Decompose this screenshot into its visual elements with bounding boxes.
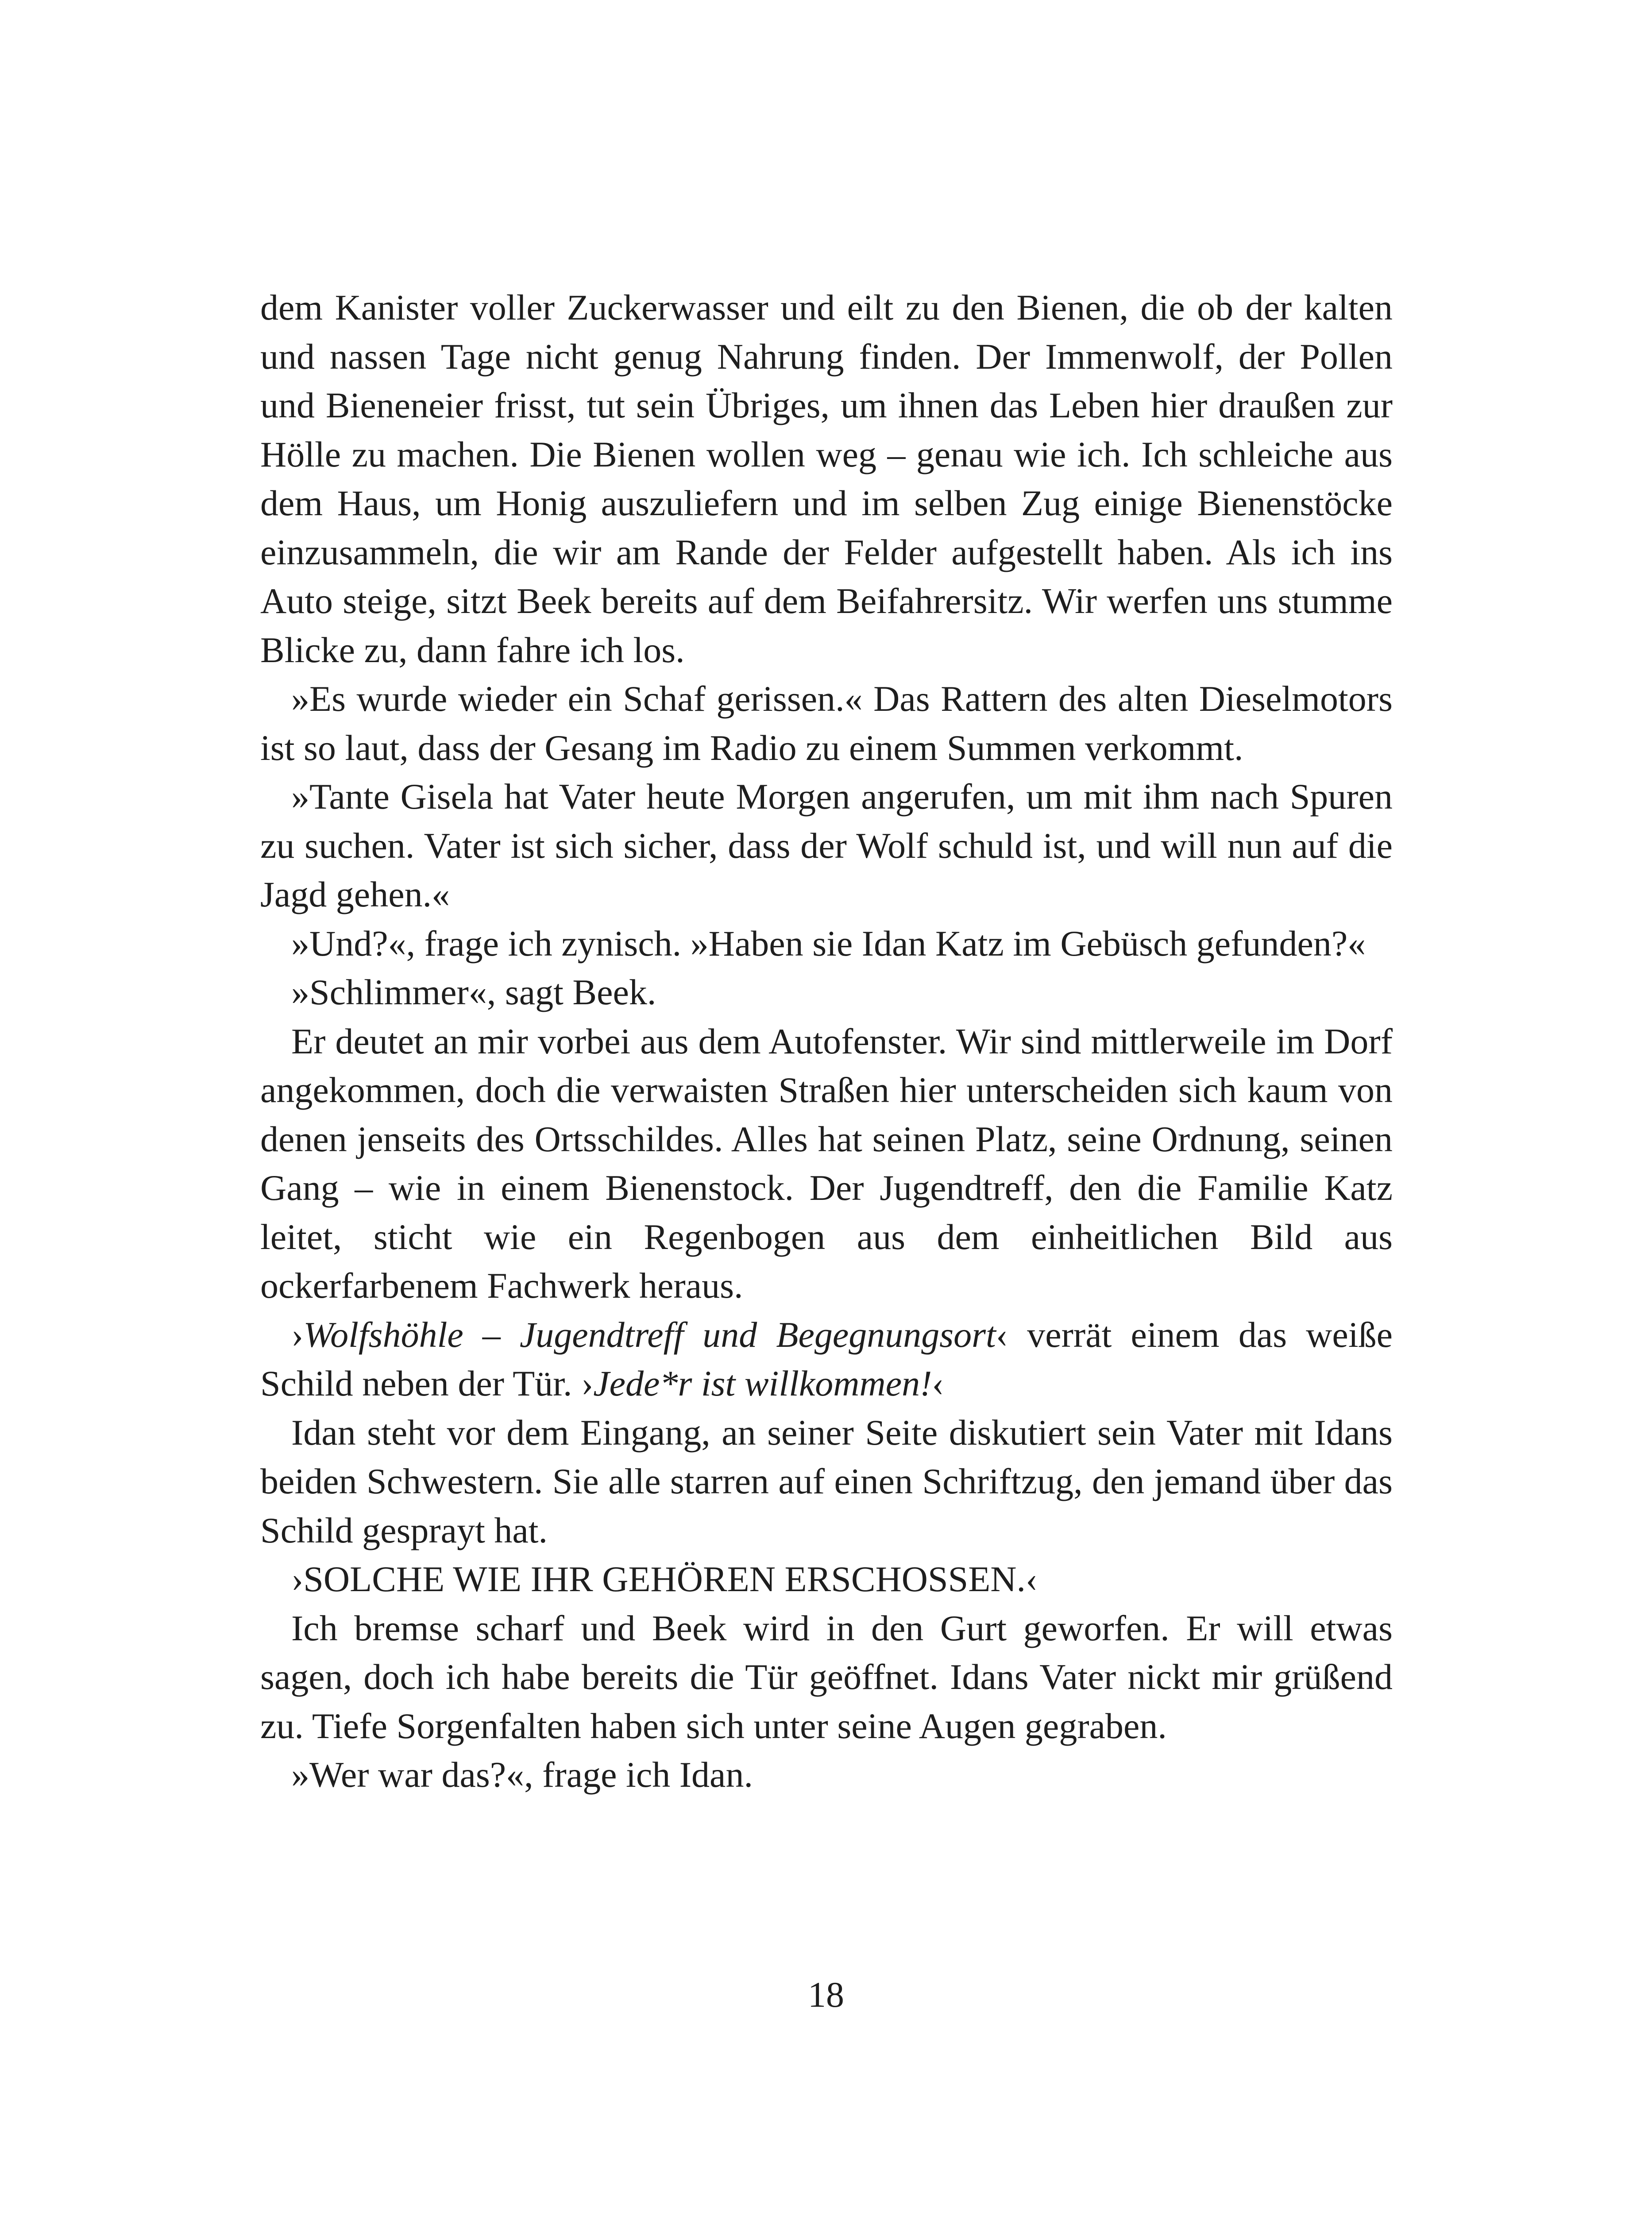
sign-motto-italic: Jede*r ist willkommen! [593,1363,932,1403]
quote-mark: ‹ [932,1363,944,1403]
paragraph [260,1555,1393,1604]
paragraph [260,283,1393,675]
paragraph-text: Idan steht vor dem Eingang, an seiner Seite diskutiert sein Vater mit Idans beiden Schwestern. Sie alle starren auf einen Schriftzug, den jemand über das Schild gesprayt hat. [260,1412,1393,1550]
paragraph-text: Er deutet an mir vorbei aus dem Autofenster. Wir sind mittlerweile im Dorf angekommen, doch die verwaisten Straßen hier unterscheiden sich kaum von denen jenseits des Ortsschildes. Alles hat seinen Platz, seine Ordnung, seinen Gang – wie in einem Bienenstock. Der Jugendtreff, den die Familie Katz leitet, sticht wie ein Regenbogen aus dem einheitlichen Bild aus ockerfarbenem Fachwerk heraus. [260,1021,1393,1306]
body-text [260,283,1393,1800]
paragraph-text: ‹ verrät einem das weiße Schild neben der Tür. › [260,1314,1393,1403]
quote-mark: › [291,1314,304,1355]
graffiti-quote: ›SOLCHE WIE IHR GEHÖREN ERSCHOSSEN.‹ [291,1559,1038,1599]
paragraph-text: »Und?«, frage ich zynisch. »Haben sie Idan Katz im Gebüsch gefunden?« [291,923,1366,964]
paragraph [260,1604,1393,1751]
paragraph [260,772,1393,919]
paragraph-text: »Schlimmer«, sagt Beek. [291,972,656,1012]
paragraph [260,1408,1393,1555]
paragraph [260,968,1393,1017]
paragraph-text: »Es wurde wieder ein Schaf gerissen.« Das Rattern des alten Dieselmotors ist so laut, dass der Gesang im Radio zu einem Summen verkommt. [260,679,1393,768]
paragraph [260,1017,1393,1311]
paragraph-text: Ich bremse scharf und Beek wird in den Gurt geworfen. Er will etwas sagen, doch ich habe bereits die Tür geöffnet. Idans Vater nickt mir grüßend zu. Tiefe Sorgenfalten haben sich unter seine Augen gegraben. [260,1608,1393,1746]
paragraph [260,675,1393,772]
paragraph [260,919,1393,968]
paragraph [260,1311,1393,1408]
page-number: 18 [808,1974,844,2015]
paragraph-text: »Wer war das?«, frage ich Idan. [291,1754,753,1795]
paragraph [260,1750,1393,1800]
sign-title-italic: Wolfshöhle – Jugendtreff und Begegnungsort [303,1314,996,1355]
paragraph-text: »Tante Gisela hat Vater heute Morgen angerufen, um mit ihm nach Spuren zu suchen. Vater ist sich sicher, dass der Wolf schuld ist, und will nun auf die Jagd gehen.« [260,776,1393,914]
paragraph-text: dem Kanister voller Zuckerwasser und eilt zu den Bienen, die ob der kalten und nassen Tage nicht genug Nahrung finden. Der Immenwolf, der Pollen und Bieneneier frisst, tut sein Übriges, um ihnen das Leben hier draußen zur Hölle zu machen. Die Bienen wollen weg – genau wie ich. Ich schleiche aus dem Haus, um Honig auszuliefern und im selben Zug einige Bienenstöcke einzusammeln, die wir am Rande der Felder aufgestellt haben. Als ich ins Auto steige, sitzt Beek bereits auf dem Beifahrersitz. Wir werfen uns stumme Blicke zu, dann fahre ich los. [260,287,1393,670]
